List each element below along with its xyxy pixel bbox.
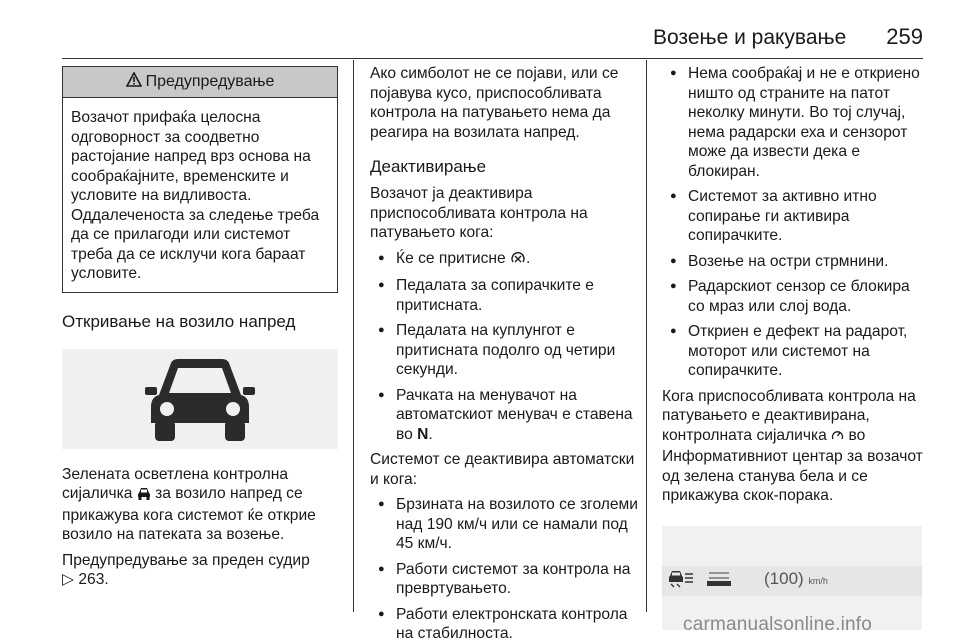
list-item: ● Возење на остри стрмнини.: [662, 252, 928, 272]
column-divider-2: [646, 60, 647, 612]
column-3: [662, 64, 928, 630]
list-item: ● Ќе се притисне .: [370, 249, 638, 271]
warning-title: Предупредување: [145, 73, 275, 91]
display-set-speed: (100) km/h: [764, 569, 828, 589]
car-front-icon: [145, 355, 255, 443]
list-item: ● Рачката на менувачот на автоматскиот менувач е ставена во N.: [370, 386, 638, 445]
list-item: ● Работи електронската контрола на стабилноста.: [370, 605, 638, 644]
para-auto-deactivation: Системот се деактивира автоматски и кога:: [370, 451, 635, 488]
warning-icon: [126, 72, 142, 93]
section-title-vehicle-ahead: Откривање на возило напред: [62, 311, 296, 331]
list-item: ● Педалата на куплунгот е притисната подолго од четири секунди.: [370, 321, 638, 380]
column-2: [370, 64, 638, 644]
list-item: ● Системот за активно итно сопирање ги активира сопирачките.: [662, 187, 928, 246]
car-indicator-icon: [137, 486, 151, 506]
vehicle-ahead-figure: [62, 349, 338, 449]
column-divider-1: [353, 60, 354, 612]
para-deactivation-intro: Возачот ја деактивира приспособливата контрола на патувањето кога:: [370, 185, 588, 241]
page-reference-link[interactable]: 263.: [78, 571, 109, 588]
cruise-indicator-icon: [831, 428, 844, 448]
list-item: ● Нема сообраќај и не е откриено ништо од страните на патот неколку минути. Во тој случај, нема радарски еха и сензорот може да извести дека е блокиран.: [662, 64, 928, 181]
warning-text: Возачот прифаќа целосна одговорност за соодветно растојание напред врз основа на сообраќајните, временските и условите на видливоста. Оддалеченоста за следење треба да се прилагоди или системот треба да се исклучи кога бараат условите.: [71, 109, 320, 282]
section-title-deactivation: Деактивирање: [370, 157, 487, 176]
page-ref-arrow-icon: ▷: [62, 571, 74, 588]
list-item: ● Брзината на возилото се зголеми над 190 км/ч или се намали под 45 км/ч.: [370, 495, 638, 554]
warning-box: [62, 66, 338, 293]
page-header: [0, 24, 923, 54]
header-rule: [62, 58, 923, 59]
para-indicator: Зелената осветлена контролна сијаличка за возило напред се прикажува кога системот ќе открие возило на патеката за возење.: [62, 465, 316, 543]
para-forward-collision: Предупредување за преден судир ▷ 263.: [62, 551, 310, 588]
watermark: carmanualsonline.info: [683, 614, 873, 635]
list-item: ● Радарскиот сензор се блокира со мраз или слој вода.: [662, 277, 928, 316]
cruise-cancel-icon: [510, 251, 526, 271]
adaptive-cruise-car-icon: [668, 568, 694, 594]
display-status-strip: [662, 566, 922, 596]
warning-header: [63, 67, 337, 98]
column-1: [62, 60, 342, 590]
page-number: 259: [886, 24, 923, 49]
list-item: ● Работи системот за контрола на превртувањето.: [370, 560, 638, 599]
deactivation-list: [370, 249, 638, 445]
para-symbol-missing: Ако симболот не се појави, или се појавува кусо, приспособливата контрола на патувањето нема да реагира на возилата напред.: [370, 65, 619, 141]
auto-deactivation-list: [370, 495, 638, 644]
list-item: ● Педалата за сопирачките е притисната.: [370, 276, 638, 315]
following-distance-icon: [706, 568, 732, 594]
list-item: ● Откриен е дефект на радарот, моторот или системот на сопирачките.: [662, 322, 928, 381]
header-title: Возење и ракување: [652, 26, 847, 49]
para-deactivated-indicator: Кога приспособливата контрола на патувањето е деактивирана, контролната сијаличка во Информативниот центар за возачот од зелена станува бела и се прикажува скок-порака.: [662, 387, 923, 504]
deactivation-list-continued: [662, 64, 928, 381]
